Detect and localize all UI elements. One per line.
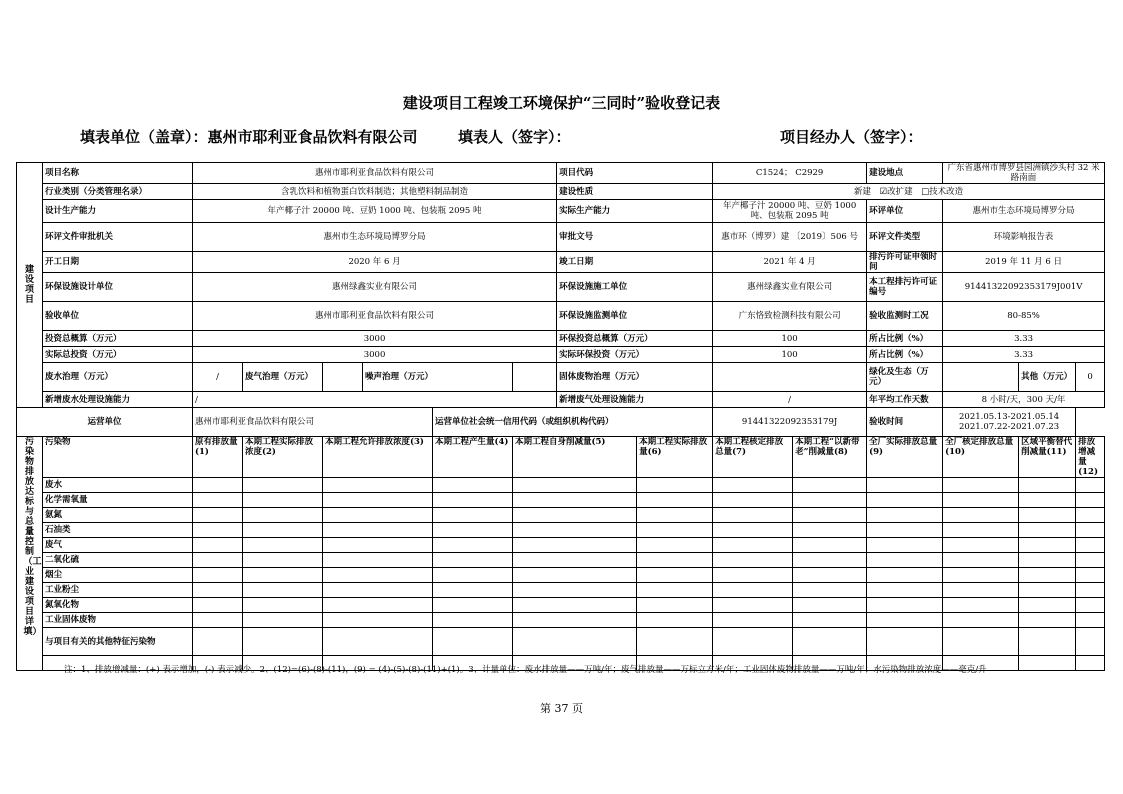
label-permit-time: 排污许可证申领时间 xyxy=(867,252,943,273)
value-monitor-condition: 80-85% xyxy=(943,302,1105,331)
pollutant-row xyxy=(17,523,1105,538)
value-permit-number: 91441322092353179J001V xyxy=(943,273,1105,302)
pollutant-cell xyxy=(1076,538,1105,553)
pollutant-name: 废气 xyxy=(43,538,193,553)
label-actual-capacity: 实际生产能力 xyxy=(557,200,713,223)
value-work-time: 8 小时/天，300 天/年 xyxy=(943,392,1105,408)
pollutant-cell xyxy=(433,553,513,568)
pollutant-cell xyxy=(637,508,713,523)
pollutant-cell xyxy=(637,598,713,613)
pollutant-cell xyxy=(433,478,513,493)
label-monitor-condition: 验收监测时工况 xyxy=(867,302,943,331)
pollutant-cell xyxy=(1019,598,1076,613)
value-solid-treatment xyxy=(713,363,867,392)
label-ratio-2: 所占比例（%） xyxy=(867,347,943,363)
pollutant-cell xyxy=(1019,478,1076,493)
pol-col-11: 区域平衡替代削减量(11) xyxy=(1019,437,1076,478)
pollutant-cell xyxy=(193,553,243,568)
pollutant-cell xyxy=(1076,656,1105,671)
pollutant-cell xyxy=(867,538,943,553)
pollutant-cell xyxy=(323,613,433,628)
pollutant-cell xyxy=(243,613,323,628)
label-nature: 建设性质 xyxy=(557,184,713,200)
value-project-code: C1524； C2929 xyxy=(713,163,867,184)
pollutant-cell xyxy=(793,508,867,523)
label-eia-unit: 环评单位 xyxy=(867,200,943,223)
pollutant-cell xyxy=(193,523,243,538)
pollutant-cell xyxy=(323,538,433,553)
pollutant-cell xyxy=(243,508,323,523)
pollutant-cell xyxy=(323,493,433,508)
value-noise-treatment xyxy=(513,363,557,392)
label-greening: 绿化及生态（万元） xyxy=(867,363,943,392)
label-monitor-unit: 环保设施监测单位 xyxy=(557,302,713,331)
pollutant-cell xyxy=(323,523,433,538)
value-operator: 惠州市耶利亚食品饮料有限公司 xyxy=(193,408,433,437)
pollutant-cell xyxy=(513,553,637,568)
value-env-build-unit: 惠州绿鑫实业有限公司 xyxy=(713,273,867,302)
label-acceptance-unit: 验收单位 xyxy=(43,302,193,331)
pollutant-cell xyxy=(323,583,433,598)
filling-unit: 填表单位（盖章）：惠州市耶利亚食品饮料有限公司 xyxy=(80,128,418,146)
pollutant-cell xyxy=(637,478,713,493)
pollutant-cell xyxy=(713,493,793,508)
pollutant-cell xyxy=(943,613,1019,628)
pollutant-cell xyxy=(713,478,793,493)
pollutant-cell xyxy=(513,598,637,613)
pollutant-cell xyxy=(943,493,1019,508)
pollutant-cell xyxy=(943,523,1019,538)
pollutant-row xyxy=(17,598,1105,613)
value-eia-type: 环境影响报告表 xyxy=(943,223,1105,252)
pollutant-cell xyxy=(793,493,867,508)
pollutant-cell xyxy=(867,523,943,538)
pollutant-cell xyxy=(867,493,943,508)
pollutant-cell xyxy=(513,478,637,493)
pollutant-cell xyxy=(243,523,323,538)
label-start-date: 开工日期 xyxy=(43,252,193,273)
pol-col-3: 本期工程允许排放浓度(3) xyxy=(323,437,433,478)
pollutant-cell xyxy=(1076,583,1105,598)
pollutant-cell xyxy=(713,613,793,628)
pollutant-cell xyxy=(793,613,867,628)
label-solid-treatment: 固体废物治理（万元） xyxy=(557,363,713,392)
pollutant-cell xyxy=(243,538,323,553)
pol-col-7: 本期工程核定排放总量(7) xyxy=(713,437,793,478)
pollutant-cell xyxy=(513,583,637,598)
value-other-investment: 0 xyxy=(1076,363,1105,392)
value-eia-unit: 惠州市生态环境局博罗分局 xyxy=(943,200,1105,223)
pollutant-cell xyxy=(943,508,1019,523)
label-new-water-capacity: 新增废水处理设施能力 xyxy=(43,392,193,408)
pollutant-cell xyxy=(943,598,1019,613)
pollutant-row xyxy=(17,583,1105,598)
pollutant-cell xyxy=(1019,493,1076,508)
filler-signature: 填表人（签字）： xyxy=(458,128,571,146)
value-eia-approver: 惠州市生态环境局博罗分局 xyxy=(193,223,557,252)
pollutant-cell xyxy=(713,568,793,583)
label-env-design-unit: 环保设施设计单位 xyxy=(43,273,193,302)
label-investment-total: 投资总概算（万元） xyxy=(43,331,193,347)
pollutant-cell xyxy=(637,583,713,598)
value-design-capacity: 年产椰子汁 20000 吨、豆奶 1000 吨、包装瓶 2095 吨 xyxy=(193,200,557,223)
pollutant-name: 与项目有关的其他特征污染物 xyxy=(43,628,193,656)
pollutant-row xyxy=(17,628,1105,656)
pollutant-cell xyxy=(323,508,433,523)
pollutant-name: 石油类 xyxy=(43,523,193,538)
label-project-code: 项目代码 xyxy=(557,163,713,184)
value-project-name: 惠州市耶利亚食品饮料有限公司 xyxy=(193,163,557,184)
pollutant-cell xyxy=(513,613,637,628)
value-credit-code: 91441322092353179J xyxy=(713,408,867,437)
pollutant-cell xyxy=(243,583,323,598)
label-acceptance-time: 验收时间 xyxy=(867,408,943,437)
pollutant-cell xyxy=(793,523,867,538)
pollutant-cell xyxy=(1076,598,1105,613)
value-nature: 新建 ☑改扩建 □技术改造 xyxy=(713,184,1105,200)
pollutant-cell xyxy=(1076,553,1105,568)
pollutant-cell xyxy=(433,538,513,553)
value-monitor-unit: 广东恪致检测科技有限公司 xyxy=(713,302,867,331)
pollutant-cell xyxy=(943,538,1019,553)
pollutant-cell xyxy=(867,598,943,613)
pollutant-cell xyxy=(1076,628,1105,656)
value-industry: 含乳饮料和植物蛋白饮料制造；其他塑料制品制造 xyxy=(193,184,557,200)
pol-col-5: 本期工程自身削减量(5) xyxy=(513,437,637,478)
pollutant-cell xyxy=(637,523,713,538)
value-greening xyxy=(943,363,1019,392)
registration-table xyxy=(16,162,1105,671)
pollutant-cell xyxy=(193,568,243,583)
pollutant-cell xyxy=(1076,493,1105,508)
pollutant-cell xyxy=(793,553,867,568)
pollutant-cell xyxy=(793,478,867,493)
pollutant-name: 废水 xyxy=(43,478,193,493)
pollutant-cell xyxy=(1019,628,1076,656)
pollutant-cell xyxy=(943,568,1019,583)
pollutant-cell xyxy=(1076,568,1105,583)
pollutant-cell xyxy=(713,598,793,613)
value-new-gas-capacity: / xyxy=(713,392,867,408)
pollutant-cell xyxy=(637,493,713,508)
pollutant-cell xyxy=(867,553,943,568)
table-note: 注：1、排放增减量：(+) 表示增加，(-) 表示减少。2、(12)=(6)-(8)-(11)，(9) = (4)-(5)-(8)-(11)+(1)。3、计量单位：废水排放量——万吨/年；废气排放量——万标立方米/年；工业固体废物排放量——万吨/年；水污染物排放浓度——毫克/升 xyxy=(64,665,987,675)
label-new-gas-capacity: 新增废气处理设施能力 xyxy=(557,392,713,408)
label-finish-date: 竣工日期 xyxy=(557,252,713,273)
pollutant-cell xyxy=(513,493,637,508)
pollutant-cell xyxy=(193,478,243,493)
label-design-capacity: 设计生产能力 xyxy=(43,200,193,223)
pollutant-cell xyxy=(867,613,943,628)
pollutant-row xyxy=(17,538,1105,553)
label-other-investment: 其他（万元） xyxy=(1019,363,1076,392)
pollutant-cell xyxy=(867,478,943,493)
pollutant-cell xyxy=(243,628,323,656)
pol-col-12: 排放增减量(12) xyxy=(1076,437,1105,478)
pollutant-cell xyxy=(243,568,323,583)
pol-col-9: 全厂实际排放总量(9) xyxy=(867,437,943,478)
label-location: 建设地点 xyxy=(867,163,943,184)
pollutant-cell xyxy=(1076,508,1105,523)
pollutant-cell xyxy=(867,583,943,598)
pollutant-cell xyxy=(433,628,513,656)
label-permit-number: 本工程排污许可证编号 xyxy=(867,273,943,302)
pollutant-cell xyxy=(323,598,433,613)
pollutant-cell xyxy=(793,538,867,553)
label-work-time: 年平均工作天数 xyxy=(867,392,943,408)
pollutant-cell xyxy=(513,628,637,656)
pollutant-cell xyxy=(243,478,323,493)
label-env-build-unit: 环保设施施工单位 xyxy=(557,273,713,302)
pollutant-cell xyxy=(433,508,513,523)
pollutant-name: 二氧化硫 xyxy=(43,553,193,568)
side-label-project: 建设项目 xyxy=(17,163,43,408)
pollutant-cell xyxy=(513,508,637,523)
label-actual-env-investment: 实际环保投资（万元） xyxy=(557,347,713,363)
pol-col-6: 本期工程实际排放量(6) xyxy=(637,437,713,478)
pollutant-cell xyxy=(323,568,433,583)
value-water-treatment: / xyxy=(193,363,243,392)
pollutant-cell xyxy=(637,538,713,553)
value-gas-treatment xyxy=(323,363,363,392)
label-credit-code: 运营单位社会统一信用代码（或组织机构代码） xyxy=(433,408,713,437)
pollutant-cell xyxy=(1019,583,1076,598)
pollutant-cell xyxy=(513,568,637,583)
pollutant-cell xyxy=(1019,538,1076,553)
pol-col-1: 原有排放量(1) xyxy=(193,437,243,478)
label-env-investment-total: 环保投资总概算（万元） xyxy=(557,331,713,347)
pol-col-8: 本期工程“以新带老”削减量(8) xyxy=(793,437,867,478)
value-actual-capacity: 年产椰子汁 20000 吨、豆奶 1000 吨、包装瓶 2095 吨 xyxy=(713,200,867,223)
manager-signature: 项目经办人（签字）： xyxy=(780,128,923,146)
pollutant-cell xyxy=(713,523,793,538)
pollutant-name: 工业固体废物 xyxy=(43,613,193,628)
pollutant-row xyxy=(17,493,1105,508)
pollutant-cell xyxy=(867,628,943,656)
pollutant-cell xyxy=(433,598,513,613)
pollutant-name: 工业粉尘 xyxy=(43,583,193,598)
pollutant-cell xyxy=(1019,553,1076,568)
pol-col-10: 全厂核定排放总量(10) xyxy=(943,437,1019,478)
pollutant-cell xyxy=(433,568,513,583)
value-new-water-capacity: / xyxy=(193,392,557,408)
pollutant-cell xyxy=(637,568,713,583)
pollutant-row xyxy=(17,553,1105,568)
pollutant-cell xyxy=(713,538,793,553)
pollutant-cell xyxy=(1019,613,1076,628)
label-approval-number: 审批文号 xyxy=(557,223,713,252)
page-number: 第 37 页 xyxy=(540,702,583,715)
value-start-date: 2020 年 6 月 xyxy=(193,252,557,273)
pol-col-0: 污染物 xyxy=(43,437,193,478)
value-acceptance-unit: 惠州市耶利亚食品饮料有限公司 xyxy=(193,302,557,331)
pol-col-2: 本期工程实际排放浓度(2) xyxy=(243,437,323,478)
pollutant-cell xyxy=(193,583,243,598)
value-ratio-2: 3.33 xyxy=(943,347,1105,363)
pollutant-cell xyxy=(713,553,793,568)
pollutant-row xyxy=(17,508,1105,523)
pollutant-cell xyxy=(1019,508,1076,523)
pollutant-cell xyxy=(243,598,323,613)
value-env-investment-total: 100 xyxy=(713,331,867,347)
pollutant-cell xyxy=(1019,523,1076,538)
pollutant-cell xyxy=(1076,613,1105,628)
pollutant-cell xyxy=(793,568,867,583)
pollutant-cell xyxy=(513,523,637,538)
pollutant-cell xyxy=(433,613,513,628)
value-investment-total: 3000 xyxy=(193,331,557,347)
pollutant-cell xyxy=(793,583,867,598)
value-ratio-1: 3.33 xyxy=(943,331,1105,347)
label-industry: 行业类别（分类管理名录） xyxy=(43,184,193,200)
pollutant-cell xyxy=(193,538,243,553)
value-actual-env-investment: 100 xyxy=(713,347,867,363)
pollutant-row xyxy=(17,613,1105,628)
label-gas-treatment: 废气治理（万元） xyxy=(243,363,323,392)
pollutant-cell xyxy=(323,553,433,568)
label-project-name: 项目名称 xyxy=(43,163,193,184)
pollutant-cell xyxy=(943,553,1019,568)
side-label-pollution: 污染物排放达标与总量控制（工业建设项目详填） xyxy=(17,437,43,671)
pollutant-cell xyxy=(713,508,793,523)
pollutant-cell xyxy=(193,508,243,523)
pollutant-cell xyxy=(193,493,243,508)
pollutant-cell xyxy=(193,598,243,613)
form-title: 建设项目工程竣工环境保护“三同时”验收登记表 xyxy=(402,94,721,112)
value-location: 广东省惠州市博罗县园洲镇沙头村 32 米路南面 xyxy=(943,163,1105,184)
pollutant-cell xyxy=(433,493,513,508)
pollutant-cell xyxy=(243,553,323,568)
pollutant-name: 氮氧化物 xyxy=(43,598,193,613)
pollutant-cell xyxy=(193,628,243,656)
pollutant-cell xyxy=(193,613,243,628)
label-actual-total: 实际总投资（万元） xyxy=(43,347,193,363)
pollutant-cell xyxy=(867,568,943,583)
label-ratio-1: 所占比例（%） xyxy=(867,331,943,347)
pollutant-cell xyxy=(637,613,713,628)
pollutant-cell xyxy=(433,523,513,538)
pollutant-cell xyxy=(943,478,1019,493)
label-noise-treatment: 噪声治理（万元） xyxy=(363,363,513,392)
pollutant-cell xyxy=(1019,568,1076,583)
pollutant-cell xyxy=(243,493,323,508)
value-approval-number: 惠市环（博罗）建 〔2019〕506 号 xyxy=(713,223,867,252)
label-eia-approver: 环评文件审批机关 xyxy=(43,223,193,252)
pollutant-row xyxy=(17,478,1105,493)
pollutant-cell xyxy=(637,628,713,656)
pollutant-cell xyxy=(323,478,433,493)
pollutant-cell xyxy=(1076,523,1105,538)
pollutant-name: 烟尘 xyxy=(43,568,193,583)
label-water-treatment: 废水治理（万元） xyxy=(43,363,193,392)
pollutant-row xyxy=(17,568,1105,583)
pol-col-4: 本期工程产生量(4) xyxy=(433,437,513,478)
value-actual-total: 3000 xyxy=(193,347,557,363)
value-acceptance-time: 2021.05.13-2021.05.14 2021.07.22-2021.07.23 xyxy=(943,408,1076,437)
pollutant-cell xyxy=(713,628,793,656)
pollutant-cell xyxy=(323,628,433,656)
pollutant-cell xyxy=(867,508,943,523)
label-operator: 运营单位 xyxy=(17,408,193,437)
label-eia-type: 环评文件类型 xyxy=(867,223,943,252)
value-permit-time: 2019 年 11 月 6 日 xyxy=(943,252,1105,273)
pollutant-name: 氨氮 xyxy=(43,508,193,523)
pollutant-cell xyxy=(793,628,867,656)
pollutant-name: 化学需氧量 xyxy=(43,493,193,508)
pollutant-cell xyxy=(943,583,1019,598)
value-finish-date: 2021 年 4 月 xyxy=(713,252,867,273)
pollutant-cell xyxy=(513,538,637,553)
pollutant-cell xyxy=(713,583,793,598)
pollutant-cell xyxy=(637,553,713,568)
pollutant-cell xyxy=(1076,478,1105,493)
pollutant-cell xyxy=(433,583,513,598)
value-env-design-unit: 惠州绿鑫实业有限公司 xyxy=(193,273,557,302)
pollutant-cell xyxy=(793,598,867,613)
pollutant-cell xyxy=(943,628,1019,656)
